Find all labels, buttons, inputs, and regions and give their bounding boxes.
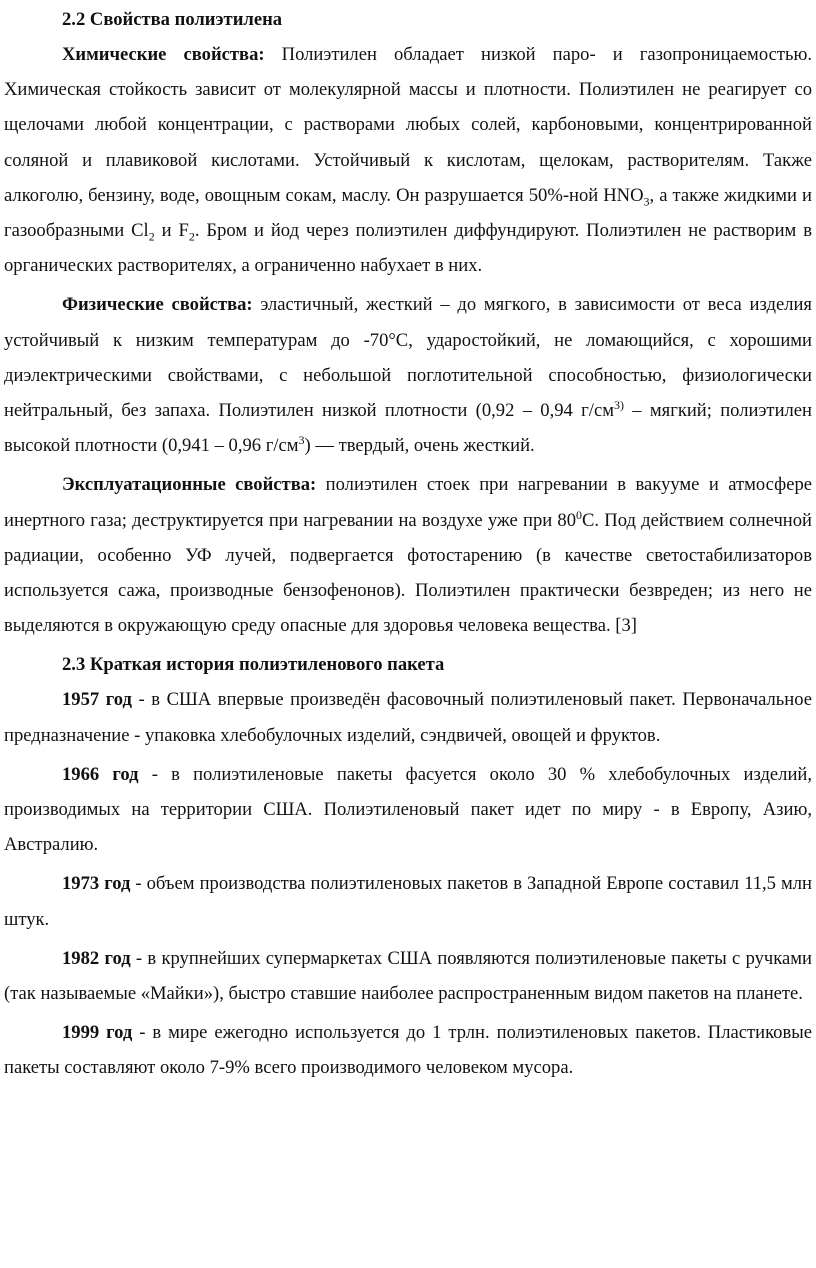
history-text: - в полиэтиленовые пакеты фасуется около 30 % хлебобулочных изделий, производимых на территории США. Полиэтиленовый пакет идет по миру - в Европу, Азию, Австралию. <box>4 763 813 856</box>
physical-text-2: – мягкий; полиэтилен высокой плотности (0,941 – 0,96 г/см <box>4 400 812 457</box>
paragraph-physical-properties <box>4 287 812 463</box>
physical-text-1: эластичный, жесткий – до мягкого, в зависимости от веса изделия устойчивый к низким температурам до -70°С, ударостойкий, не ломающийся, с хорошими диэлектрическими свойствами, с небольшой поглотительной способностью, физиологически нейтральный, без запаха. Полиэтилен низкой плотности (0,92 – 0,94 г/см <box>4 294 812 422</box>
chemical-subscript-3: 2 <box>188 229 195 244</box>
chemical-text-1: Полиэтилен обладает низкой паро- и газопроницаемостью. Химическая стойкость зависит от молекулярной массы и плотности. Полиэтилен не реагирует со щелочами любой концентрации, с растворами любых солей, карбоновыми, концентрированной соляной и плавиковой кислотами. Устойчивый к кислотам, щелокам, растворителям. Также алкоголю, бензину, воде, овощным сокам, маслу. Он разрушается 50%-ной HNO <box>4 44 812 206</box>
history-year: 1973 год <box>62 873 131 895</box>
section-heading-properties: 2.2 Свойства полиэтилена <box>62 9 283 30</box>
history-text: - в США впервые произведён фасовочный полиэтиленовый пакет. Первоначальное предназначение - упаковка хлебобулочных изделий, сэндвичей, овощей и фруктов. <box>4 689 813 746</box>
history-entry <box>4 682 812 752</box>
history-text: - в мире ежегодно используется до 1 трлн. полиэтиленовых пакетов. Пластиковые пакеты составляют около 7-9% всего производимого человеком мусора. <box>4 1022 812 1079</box>
chemical-text-2: , а также жидкими и газообразными Cl <box>4 184 812 242</box>
physical-text-3: ) — твердый, очень жесткий. <box>304 435 535 457</box>
history-entry <box>4 866 812 936</box>
history-year: 1982 год <box>62 947 131 969</box>
operational-text-2: С. Под действием солнечной радиации, особенно УФ лучей, подвергается фотостарению (в качестве светостабилизаторов используется сажа, производные бензофенонов). Полиэтилен практически безвреден; из него не выделяются в окружающую среду опасные для здоровья человека вещества. [3] <box>4 509 812 637</box>
chemical-text-3: и F <box>154 220 189 242</box>
history-entry <box>4 1015 812 1085</box>
physical-superscript-2: 3 <box>298 433 305 448</box>
operational-properties-label: Эксплуатационные свойства: <box>62 474 317 496</box>
chemical-text-4: . Бром и йод через полиэтилен диффундируют. Полиэтилен не растворим в органических растворителях, а ограниченно набухает в них. <box>4 220 812 277</box>
physical-superscript-1: 3) <box>613 397 624 412</box>
paragraph-operational-properties <box>4 467 812 643</box>
history-text: - в крупнейших супермаркетах США появляются полиэтиленовые пакеты с ручками (так называемые «Майки»), быстро ставшие наиболее распространенным видом пакетов на планете. <box>4 947 813 1005</box>
history-text: - объем производства полиэтиленовых пакетов в Западной Европе составил 11,5 млн штук. <box>4 873 813 930</box>
section-heading-history: 2.3 Краткая история полиэтиленового пакета <box>62 654 445 676</box>
history-year: 1999 год <box>62 1022 133 1044</box>
operational-superscript-1: 0 <box>576 507 582 522</box>
history-year: 1966 год <box>62 763 139 785</box>
history-year: 1957 год <box>62 689 132 711</box>
chemical-properties-label: Химические свойства: <box>62 44 265 65</box>
paragraph-chemical-properties <box>4 37 812 283</box>
history-entry <box>4 757 812 863</box>
physical-properties-label: Физические свойства: <box>62 294 253 316</box>
chemical-subscript-2: 2 <box>148 229 155 244</box>
chemical-subscript-1: 3 <box>643 194 650 209</box>
operational-text-1: полиэтилен стоек при нагревании в вакууме и атмосфере инертного газа; деструктируется при нагревании на воздухе уже при 80 <box>4 474 812 531</box>
history-entry <box>4 941 812 1011</box>
